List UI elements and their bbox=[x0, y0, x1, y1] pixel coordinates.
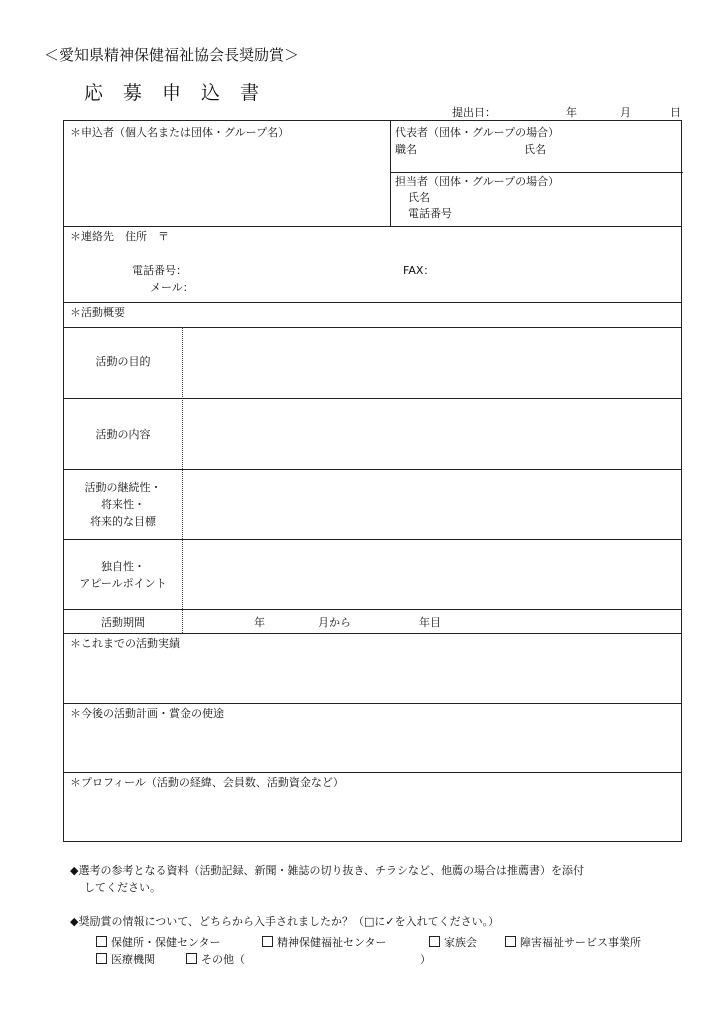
contact-address-label: ＊連絡先 住所 〒 bbox=[70, 230, 169, 243]
source-question: ◆奨励賞の情報について、どちらから入手されましたか？（□に✓を入れてください。） bbox=[70, 915, 500, 928]
activity-overview-label: ＊活動概要 bbox=[70, 306, 125, 319]
applicant-label: ＊申込者（個人名または団体・グループ名） bbox=[70, 126, 290, 139]
checkbox-icon[interactable] bbox=[96, 953, 107, 964]
submit-date-month: 月 bbox=[620, 106, 631, 119]
checkbox-icon[interactable] bbox=[429, 936, 440, 947]
option-medical-institution[interactable]: 医療機関 bbox=[96, 951, 155, 967]
future-plan-label: ＊今後の活動計画・賞金の使途 bbox=[70, 707, 224, 720]
checkbox-icon[interactable] bbox=[262, 936, 273, 947]
profile-label: ＊プロフィール（活動の経緯、会員数、活動資金など） bbox=[70, 776, 344, 789]
materials-note-line-2: してください。 bbox=[84, 881, 161, 894]
representative-title: 職名 bbox=[395, 143, 417, 156]
activity-originality-label-1: 独自性・ bbox=[101, 560, 145, 573]
checkbox-icon[interactable] bbox=[186, 953, 197, 964]
activity-originality-label-2: アピールポイント bbox=[79, 577, 167, 590]
application-form bbox=[63, 120, 682, 842]
activity-content-label: 活動の内容 bbox=[95, 428, 151, 441]
document-title: ＜愛知県精神保健福祉協会長奨励賞＞ bbox=[44, 46, 300, 64]
option-family-association[interactable]: 家族会 bbox=[429, 934, 477, 950]
option-other[interactable]: その他（ bbox=[186, 951, 245, 967]
activity-continuity-label-2: 将来性・ bbox=[101, 498, 145, 511]
activity-period-years: 年目 bbox=[419, 616, 441, 629]
activity-purpose-label: 活動の目的 bbox=[95, 355, 151, 368]
activity-continuity-label-3: 将来的な目標 bbox=[90, 515, 156, 528]
representative-label: 代表者（団体・グループの場合） bbox=[395, 126, 560, 139]
checkbox-icon[interactable] bbox=[505, 936, 516, 947]
submit-date-year: 年 bbox=[566, 106, 577, 119]
contact-person-name: 氏名 bbox=[408, 191, 430, 204]
representative-name: 氏名 bbox=[524, 143, 546, 156]
past-record-label: ＊これまでの活動実績 bbox=[70, 637, 180, 650]
activity-continuity-label-1: 活動の継続性・ bbox=[84, 481, 162, 494]
submit-date-label: 提出日： bbox=[452, 106, 496, 119]
contact-phone-label: 電話番号： bbox=[132, 264, 187, 277]
submit-date-day: 日 bbox=[670, 106, 681, 119]
option-health-center[interactable]: 保健所・保健センター bbox=[96, 934, 221, 950]
activity-period-year: 年 bbox=[254, 616, 265, 629]
contact-person-label: 担当者（団体・グループの場合） bbox=[395, 175, 560, 188]
contact-email-label: メール： bbox=[150, 281, 194, 294]
contact-fax-label: FAX： bbox=[403, 264, 435, 277]
materials-note-line-1: ◆選考の参考となる資料（活動記録、新聞・雑誌の切り抜き、チラシなど、他薦の場合は推薦書）を添付 bbox=[70, 864, 585, 877]
option-mental-health-center[interactable]: 精神保健福祉センター bbox=[262, 934, 387, 950]
checkbox-icon[interactable] bbox=[96, 936, 107, 947]
activity-period-label: 活動期間 bbox=[101, 616, 145, 629]
applicant-divider bbox=[390, 121, 391, 227]
option-welfare-service-office[interactable]: 障害福祉サービス事業所 bbox=[505, 934, 641, 950]
option-other-close: ） bbox=[420, 953, 431, 966]
form-heading: 応募申込書 bbox=[84, 82, 280, 104]
activity-period-month-from: 月から bbox=[318, 616, 351, 629]
contact-person-phone: 電話番号 bbox=[408, 207, 452, 220]
